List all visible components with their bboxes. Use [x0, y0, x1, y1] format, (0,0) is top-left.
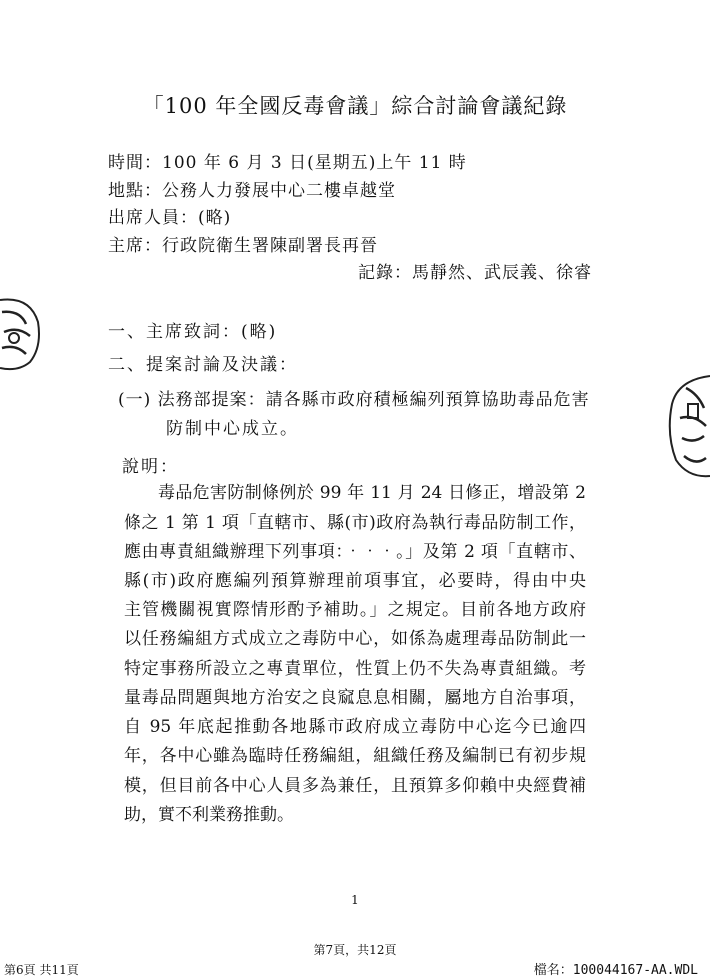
page-number: 1	[351, 893, 359, 907]
explanation-line: 主管機關視實際情形酌予補助。」之規定。目前各地方政府	[124, 600, 586, 620]
footer-filename: 檔名：100044167-AA.WDL	[533, 963, 698, 978]
proposal-heading-line2: 防制中心成立。	[166, 419, 299, 439]
explanation-line: 特定事務所設立之專責單位，性質上仍不失為專責組織。考	[124, 659, 586, 679]
meeting-chair: 主席：行政院衛生署陳副署長再晉	[108, 236, 378, 256]
explanation-line: 條之 1 第 1 項「直轄市、縣(市)政府為執行毒品防制工作，	[124, 513, 586, 533]
seal-stamp-left	[0, 292, 42, 374]
document-title: 「100 年全國反毒會議」綜合討論會議紀錄	[142, 94, 568, 118]
explanation-line: 量毒品問題與地方治安之良窳息息相關，屬地方自治事項，	[124, 688, 586, 708]
meeting-recorder: 記錄：馬靜然、武辰義、徐睿	[358, 263, 592, 283]
proposal-heading-line1: (一) 法務部提案：請各縣市政府積極編列預算協助毒品危害	[118, 390, 590, 410]
explanation-line: 以任務編組方式成立之毒防中心，如係為處理毒品防制此一	[124, 629, 586, 649]
explanation-line: 毒品危害防制條例於 99 年 11 月 24 日修正，增設第 2	[158, 483, 586, 503]
explanation-line: 應由專責組織辦理下列事項：‧‧‧。」及第 2 項「直轄市、	[124, 542, 586, 562]
explanation-line: 縣(市)政府應編列預算辦理前項事宜，必要時，得由中央	[124, 571, 586, 591]
meeting-time: 時間：100 年 6 月 3 日(星期五)上午 11 時	[108, 153, 467, 173]
meeting-attendees: 出席人員：(略)	[108, 208, 232, 228]
explanation-line: 模，但目前各中心人員多為兼任，且預算多仰賴中央經費補	[124, 776, 586, 796]
section-chair-remarks: 一、主席致詞：(略)	[108, 322, 278, 342]
footer-prev-page-info: 第6頁 共11頁	[4, 963, 79, 977]
footer-page-info: 第7頁，共12頁	[313, 943, 397, 957]
meeting-place: 地點：公務人力發展中心二樓卓越堂	[108, 181, 396, 201]
explanation-line: 自 95 年底起推動各地縣市政府成立毒防中心迄今已逾四	[124, 717, 586, 737]
explanation-line: 年，各中心雖為臨時任務編組，組織任務及編制已有初步規	[124, 746, 586, 766]
section-proposals: 二、提案討論及決議：	[108, 355, 298, 375]
seal-stamp-right	[664, 374, 710, 480]
explanation-label: 說明：	[122, 457, 179, 477]
explanation-line: 助，實不利業務推動。	[124, 805, 294, 825]
